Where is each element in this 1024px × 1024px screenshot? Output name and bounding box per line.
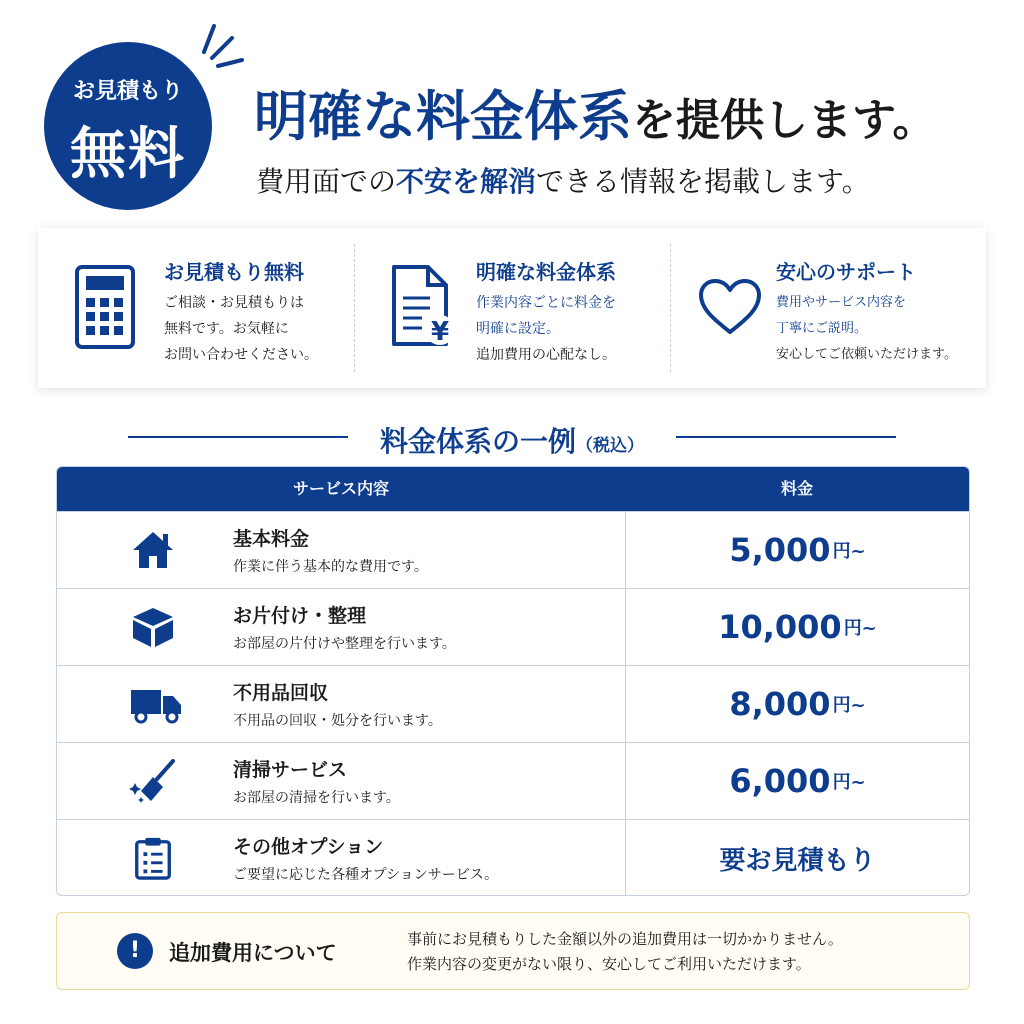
- notice-title: 追加費用について: [169, 941, 337, 965]
- feature-panel: [38, 228, 986, 388]
- service-title: 基本料金: [233, 528, 310, 550]
- table-row: [57, 665, 969, 742]
- table-row: [57, 819, 969, 896]
- service-desc: お部屋の清掃を行います。: [233, 790, 400, 806]
- table-header: [57, 467, 969, 511]
- service-desc: 作業に伴う基本的な費用です。: [233, 559, 428, 575]
- feature-line: 丁寧にご説明。: [776, 321, 868, 336]
- price-cell: [626, 743, 969, 819]
- feature-title: お見積もり無料: [164, 260, 304, 284]
- headline-highlight: 明確な料金体系: [254, 85, 632, 148]
- price-cell: [626, 820, 969, 896]
- notice-line: 事前にお見積もりした金額以外の追加費用は一切かかりません。: [407, 930, 843, 948]
- notice-text: [407, 927, 843, 977]
- feature-title: 安心のサポート: [776, 260, 916, 284]
- clipboard-icon: [133, 836, 173, 880]
- feature-clear-pricing: [354, 228, 670, 388]
- feature-line: ご相談・お見積もりは: [164, 295, 304, 311]
- badge-top-text: お見積もり: [72, 79, 183, 104]
- price-amount: 10,000: [718, 608, 842, 646]
- svg-text:¥: ¥: [430, 317, 450, 347]
- price-amount: 8,000: [729, 685, 831, 723]
- feature-line: 費用やサービス内容を: [776, 295, 907, 310]
- section-title: [0, 420, 1024, 460]
- price-table: [56, 466, 970, 896]
- service-cell: [57, 743, 626, 819]
- price-unit: 円~: [832, 541, 866, 562]
- price-cell: [626, 666, 969, 742]
- free-estimate-badge: [44, 42, 212, 210]
- service-cell: [57, 589, 626, 665]
- heart-icon: [698, 278, 762, 336]
- price-quote-text: 要お見積もり: [719, 845, 876, 876]
- table-row: [57, 588, 969, 665]
- house-icon: [129, 528, 177, 572]
- section-title-tax: （税込）: [576, 436, 644, 456]
- feature-line: お問い合わせください。: [164, 347, 318, 363]
- emphasis-burst-icon: [196, 20, 248, 72]
- truck-icon: [129, 682, 183, 726]
- service-title: 不用品回収: [233, 682, 329, 704]
- service-title: 清掃サービス: [233, 759, 348, 781]
- feature-description: [476, 290, 616, 368]
- service-desc: ご要望に応じた各種オプションサービス。: [233, 867, 499, 883]
- subheadline: [256, 160, 870, 200]
- feature-title: 明確な料金体系: [476, 260, 616, 284]
- service-desc: 不用品の回収・処分を行います。: [233, 713, 442, 729]
- price-amount: 5,000: [729, 531, 831, 569]
- box-icon: [129, 605, 177, 649]
- price-unit: 円~: [832, 695, 866, 716]
- section-title-main: 料金体系の一例: [379, 425, 576, 458]
- headline: [254, 74, 936, 151]
- table-row: [57, 742, 969, 819]
- table-row: [57, 511, 969, 588]
- service-cell: [57, 820, 626, 896]
- feature-line: 明確に設定。: [476, 321, 560, 337]
- feature-support: [670, 228, 986, 388]
- header-service: サービス内容: [292, 479, 389, 498]
- price-amount: 6,000: [729, 762, 831, 800]
- price-cell: [626, 512, 969, 588]
- service-title: その他オプション: [233, 836, 384, 858]
- subline-highlight: 不安を解消: [396, 165, 537, 198]
- price-unit: 円~: [843, 618, 877, 639]
- calculator-icon: [74, 264, 136, 350]
- broom-icon: [129, 759, 177, 803]
- yen-document-icon: [390, 264, 456, 348]
- feature-line: 作業内容ごとに料金を: [476, 295, 616, 311]
- badge-main-text: 無料: [70, 122, 186, 187]
- price-cell: [626, 589, 969, 665]
- service-desc: お部屋の片付けや整理を行います。: [233, 636, 456, 652]
- service-cell: [57, 512, 626, 588]
- price-unit: 円~: [832, 772, 866, 793]
- subline-part1: 費用面での: [256, 165, 397, 198]
- header-price: 料金: [780, 479, 813, 498]
- feature-line: 無料です。お気軽に: [164, 321, 289, 337]
- headline-rest: を提供します。: [632, 95, 937, 146]
- feature-line: 安心してご依頼いただけます。: [776, 347, 957, 362]
- service-title: お片付け・整理: [233, 605, 367, 627]
- additional-fee-notice: [56, 912, 970, 990]
- service-cell: [57, 666, 626, 742]
- subline-part2: できる情報を掲載します。: [536, 165, 870, 198]
- exclamation-icon: !: [117, 933, 153, 969]
- notice-line: 作業内容の変更がない限り、安心してご利用いただけます。: [407, 955, 811, 973]
- feature-free-estimate: [38, 228, 354, 388]
- feature-description: [164, 290, 318, 368]
- feature-line: 追加費用の心配なし。: [476, 347, 616, 363]
- feature-description: [776, 290, 957, 368]
